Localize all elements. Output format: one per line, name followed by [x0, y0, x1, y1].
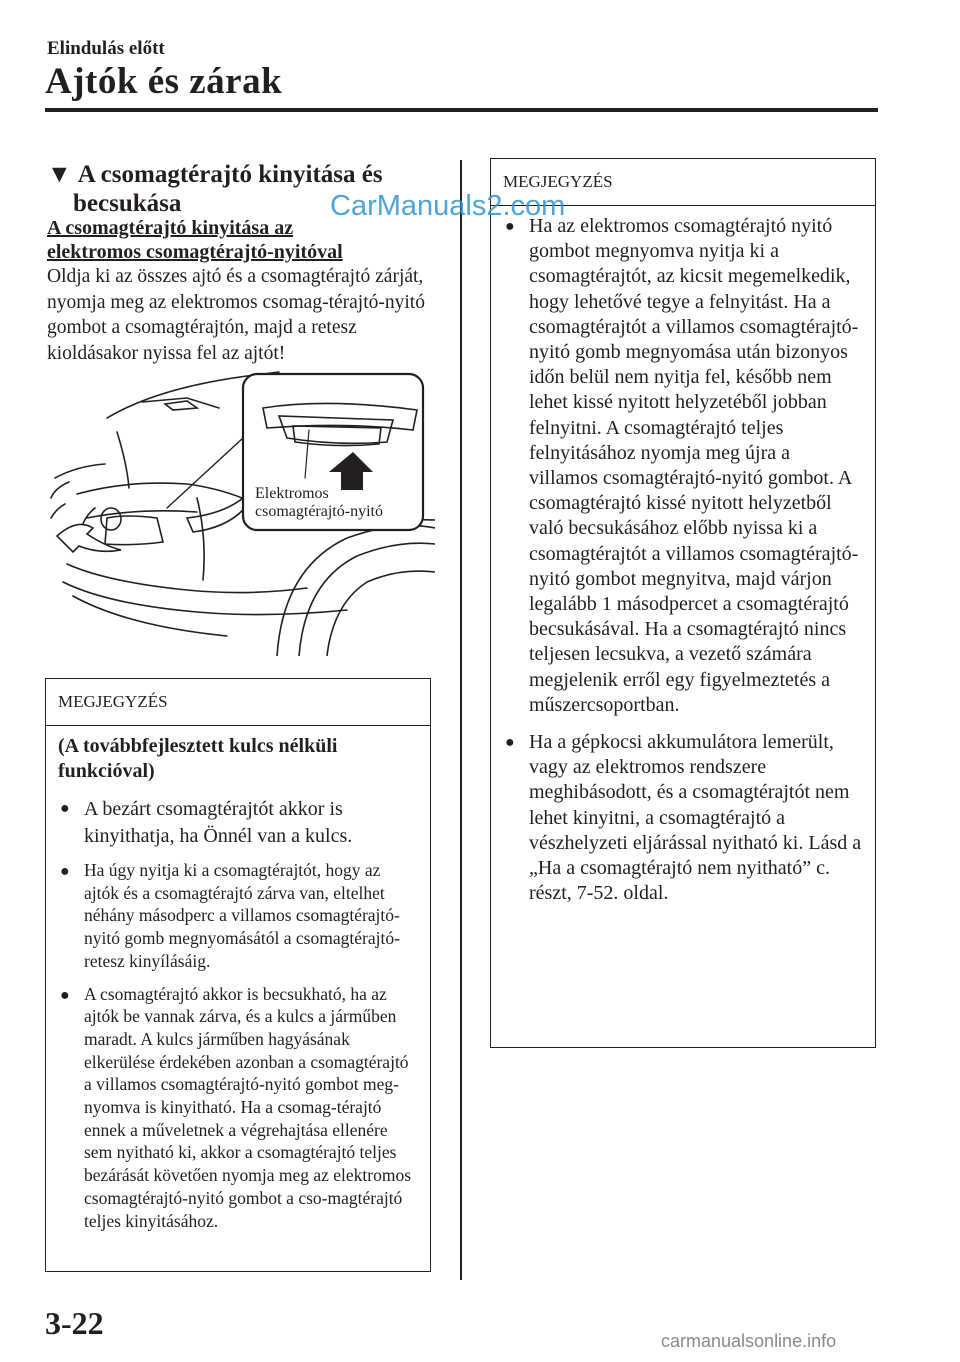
note-heading: MEGJEGYZÉS	[46, 679, 430, 726]
triangle-marker-icon: ▼	[47, 161, 72, 188]
chapter-label: Elindulás előtt	[47, 38, 165, 59]
list-item-text: Ha a gépkocsi akkumulátora lemerült, vagy az elektromos rendszere meghibásodott, és a csomagtérajtót nem lehet kinyitni, a csomagtérajtó a vészhelyzeti eljárással nyitható ki. Lásd a „Ha a csomagtérajtó nem nyitható” c. részt, 7-52. oldal.	[529, 731, 862, 905]
list-item-text: A csomagtérajtó akkor is becsukható, ha az ajtók be vannak zárva, és a kulcs a járműben maradt. A kulcs járműben hagyásának elkerülése érdekében azonban a csomagtérajtó a villamos csomagtérajtó-nyitó gombot meg-nyomva is kinyitható. Ha a csomag-térajtó ennek a műveletnek a végrehajtása ellenére sem nyitható ki, akkor a csomagtérajtó teljes bezárását követően nyomja meg az elektromos csomagtérajtó-nyitó gombot a cso-magtérajtó teljes kinyitásához.	[84, 983, 412, 1231]
title-divider	[45, 108, 878, 112]
watermark-top: CarManuals2.com	[330, 190, 566, 222]
bullet-icon: ●	[60, 800, 70, 817]
note-heading: MEGJEGYZÉS	[491, 159, 875, 206]
list-item-text: Ha úgy nyitja ki a csomagtérajtót, hogy az ajtók és a csomagtérajtó zárva van, eltelhet néhány másodperc a villamos csomagtérajtó-nyitó gomb megnyomásától a csomagtérajtó-retesz kinyílásáig.	[84, 860, 400, 971]
watermark-bottom: carmanualsonline.info	[661, 1331, 837, 1351]
bullet-icon: ●	[60, 986, 70, 1004]
list-item	[58, 859, 418, 973]
list-item	[58, 983, 418, 1233]
car-rear-drawing	[47, 368, 435, 656]
note-box-keyless	[45, 678, 431, 1272]
subsection-heading-line2: elektromos csomagtérajtó-nyitóval	[47, 241, 343, 263]
section-heading-line1: A csomagtérajtó kinyitása és	[77, 161, 383, 188]
list-item	[503, 214, 863, 718]
list-item	[58, 796, 418, 849]
bullet-icon: ●	[60, 863, 70, 880]
bullet-icon: ●	[505, 218, 515, 235]
page-title: Ajtók és zárak	[45, 61, 283, 102]
figure-label-line2: csomagtérajtó-nyitó	[255, 503, 383, 520]
subsection-heading	[47, 216, 447, 264]
subsection-heading-line1: A csomagtérajtó kinyitása az	[47, 217, 294, 239]
section-heading-line2: becsukása	[73, 190, 182, 217]
note-box-liftgate	[490, 158, 876, 1048]
section-body-text: Oldja ki az összes ajtó és a csomagtérajtó zárját, nyomja meg az elektromos csomag-térajtó-nyitó gombot a csomagtérajtón, majd a retesz kioldásakor nyissa fel az ajtót!	[47, 266, 425, 364]
liftgate-illustration	[47, 368, 435, 656]
list-item-text: Ha az elektromos csomagtérajtó nyitó gombot megnyomva nyitja ki a csomagtérajtót, az kicsit megemelkedik, hogy lehetővé tegye a felnyitást. Ha a csomagtérajtót a villamos csomagtérajtó-nyitó gomb megnyomása után bizonyos időn belül nem nyitja fel, később nem lehet kissé nyitott helyzetéből jobban felnyitni. A csomagtérajtó teljes felnyitásához nyomja meg újra a villamos csomagtérajtó-nyitó gombot. A csomagtérajtó kissé nyitott helyzetből való becsukásához előbb nyissa ki a csomagtérajtót a villamos csomagtérajtó-nyitó gombot megnyitva, majd várjon legalább 1 másodpercet a csomagtérajtó becsukásával. Ha a csomagtérajtó nincs teljesen lecsukva, a vezető számára megjelenik erről egy figyelmeztetés a műszercsoportban.	[529, 215, 859, 716]
page-number: 3-22	[45, 1305, 104, 1341]
bullet-icon: ●	[505, 734, 515, 752]
column-divider	[460, 160, 462, 1280]
figure-label-line1: Elektromos	[255, 485, 329, 502]
list-item-text: A bezárt csomagtérajtót akkor is kinyithatja, ha Önnél van a kulcs.	[84, 798, 353, 847]
note-subheading: (A továbbfejlesztett kulcs nélküli funkcióval)	[58, 735, 338, 782]
list-item	[503, 730, 863, 906]
